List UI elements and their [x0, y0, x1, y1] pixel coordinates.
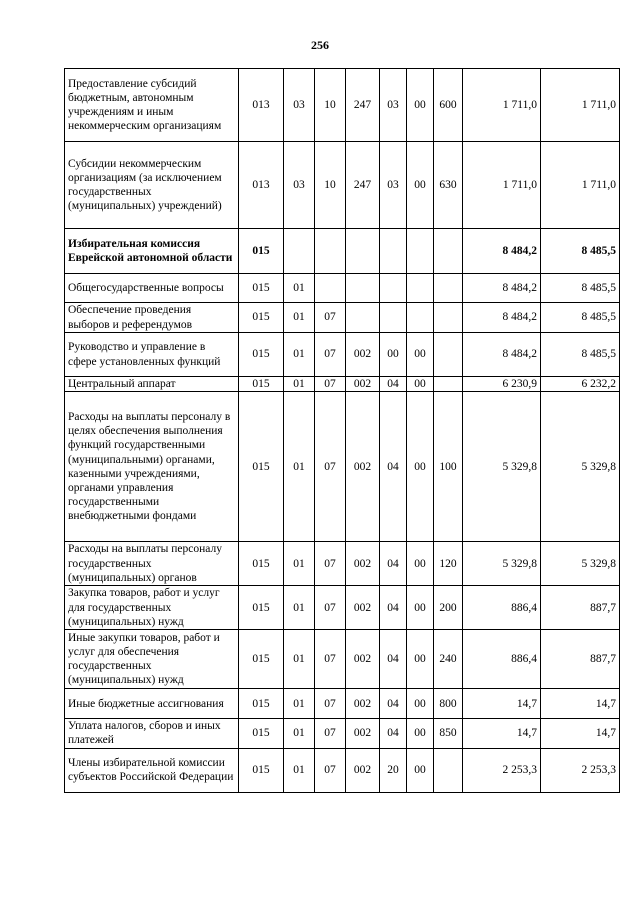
row-name: Руководство и управление в сфере установленных функций: [65, 333, 239, 377]
expense-type-code: [434, 274, 463, 303]
admin-code: 015: [239, 274, 284, 303]
row-name: Закупка товаров, работ и услуг для государственных (муниципальных) нужд: [65, 586, 239, 630]
target-article-part1: 002: [346, 719, 380, 748]
amount-year1: 5 329,8: [463, 392, 541, 542]
section-code: [284, 229, 315, 274]
target-article-part3: 00: [407, 142, 434, 229]
target-article-part2: 03: [380, 142, 407, 229]
admin-code: 015: [239, 689, 284, 719]
admin-code: 013: [239, 142, 284, 229]
subsection-code: 07: [315, 392, 346, 542]
row-name: Общегосударственные вопросы: [65, 274, 239, 303]
amount-year2: 1 711,0: [541, 69, 620, 142]
target-article-part2: 04: [380, 719, 407, 748]
target-article-part2: 00: [380, 333, 407, 377]
admin-code: 015: [239, 333, 284, 377]
section-code: 01: [284, 689, 315, 719]
amount-year2: 8 485,5: [541, 303, 620, 333]
expense-type-code: 600: [434, 69, 463, 142]
target-article-part1: 247: [346, 69, 380, 142]
expense-type-code: 200: [434, 586, 463, 630]
expense-type-code: [434, 229, 463, 274]
target-article-part1: [346, 229, 380, 274]
amount-year1: 2 253,3: [463, 748, 541, 792]
amount-year2: 8 485,5: [541, 333, 620, 377]
section-code: 01: [284, 392, 315, 542]
target-article-part3: 00: [407, 719, 434, 748]
target-article-part2: [380, 229, 407, 274]
page-number: 256: [311, 38, 329, 52]
admin-code: 015: [239, 542, 284, 586]
target-article-part3: 00: [407, 586, 434, 630]
target-article-part1: 002: [346, 392, 380, 542]
admin-code: 015: [239, 748, 284, 792]
admin-code: 015: [239, 586, 284, 630]
amount-year1: 8 484,2: [463, 274, 541, 303]
amount-year2: 14,7: [541, 719, 620, 748]
row-name: Члены избирательной комиссии субъектов Российской Федерации: [65, 748, 239, 792]
target-article-part1: 247: [346, 142, 380, 229]
table-row: [65, 719, 620, 748]
target-article-part3: 00: [407, 748, 434, 792]
amount-year2: 1 711,0: [541, 142, 620, 229]
amount-year2: 2 253,3: [541, 748, 620, 792]
admin-code: 015: [239, 303, 284, 333]
section-code: 03: [284, 142, 315, 229]
target-article-part3: 00: [407, 630, 434, 689]
amount-year2: 6 232,2: [541, 377, 620, 392]
table-row: [65, 69, 620, 142]
subsection-code: 07: [315, 333, 346, 377]
target-article-part2: 04: [380, 689, 407, 719]
table-row: [65, 542, 620, 586]
table-row: [65, 377, 620, 392]
expense-type-code: 100: [434, 392, 463, 542]
target-article-part1: [346, 303, 380, 333]
subsection-code: 07: [315, 586, 346, 630]
section-code: 01: [284, 303, 315, 333]
target-article-part2: 03: [380, 69, 407, 142]
amount-year2: 887,7: [541, 586, 620, 630]
amount-year1: 886,4: [463, 586, 541, 630]
target-article-part2: 04: [380, 586, 407, 630]
expense-type-code: 630: [434, 142, 463, 229]
target-article-part3: 00: [407, 333, 434, 377]
admin-code: 015: [239, 719, 284, 748]
budget-table: [64, 68, 620, 793]
section-code: 01: [284, 377, 315, 392]
admin-code: 015: [239, 229, 284, 274]
subsection-code: 07: [315, 542, 346, 586]
target-article-part1: 002: [346, 689, 380, 719]
section-code: 01: [284, 333, 315, 377]
amount-year1: 886,4: [463, 630, 541, 689]
section-code: 01: [284, 630, 315, 689]
expense-type-code: [434, 748, 463, 792]
table-row: [65, 229, 620, 274]
amount-year1: 1 711,0: [463, 142, 541, 229]
amount-year2: 5 329,8: [541, 392, 620, 542]
amount-year1: 14,7: [463, 719, 541, 748]
admin-code: 015: [239, 377, 284, 392]
admin-code: 015: [239, 630, 284, 689]
target-article-part3: 00: [407, 392, 434, 542]
expense-type-code: [434, 333, 463, 377]
subsection-code: 07: [315, 689, 346, 719]
target-article-part3: [407, 274, 434, 303]
expense-type-code: 120: [434, 542, 463, 586]
target-article-part2: 04: [380, 392, 407, 542]
subsection-code: 10: [315, 142, 346, 229]
target-article-part2: 20: [380, 748, 407, 792]
target-article-part2: [380, 274, 407, 303]
table-row: [65, 274, 620, 303]
target-article-part2: [380, 303, 407, 333]
subsection-code: [315, 274, 346, 303]
target-article-part2: 04: [380, 377, 407, 392]
target-article-part1: 002: [346, 542, 380, 586]
row-name: Иные бюджетные ассигнования: [65, 689, 239, 719]
target-article-part1: 002: [346, 748, 380, 792]
target-article-part1: [346, 274, 380, 303]
target-article-part1: 002: [346, 586, 380, 630]
expense-type-code: [434, 303, 463, 333]
admin-code: 013: [239, 69, 284, 142]
amount-year2: 14,7: [541, 689, 620, 719]
section-code: 01: [284, 274, 315, 303]
amount-year1: 6 230,9: [463, 377, 541, 392]
row-name: Центральный аппарат: [65, 377, 239, 392]
target-article-part3: [407, 303, 434, 333]
target-article-part3: 00: [407, 542, 434, 586]
row-name: Иные закупки товаров, работ и услуг для обеспечения государственных (муниципальных) нужд: [65, 630, 239, 689]
admin-code: 015: [239, 392, 284, 542]
table-row: [65, 586, 620, 630]
target-article-part2: 04: [380, 542, 407, 586]
table-row: [65, 392, 620, 542]
section-code: 03: [284, 69, 315, 142]
target-article-part2: 04: [380, 630, 407, 689]
subsection-code: 07: [315, 630, 346, 689]
target-article-part3: [407, 229, 434, 274]
target-article-part3: 00: [407, 377, 434, 392]
row-name: Расходы на выплаты персоналу государственных (муниципальных) органов: [65, 542, 239, 586]
subsection-code: 07: [315, 719, 346, 748]
expense-type-code: [434, 377, 463, 392]
amount-year1: 8 484,2: [463, 229, 541, 274]
target-article-part3: 00: [407, 69, 434, 142]
row-name: Предоставление субсидий бюджетным, автономным учреждениям и иным некоммерческим организациям: [65, 69, 239, 142]
subsection-code: 07: [315, 748, 346, 792]
subsection-code: 07: [315, 303, 346, 333]
expense-type-code: 240: [434, 630, 463, 689]
table-row: [65, 748, 620, 792]
table-row: [65, 303, 620, 333]
amount-year1: 8 484,2: [463, 303, 541, 333]
table-row: [65, 630, 620, 689]
table-row: [65, 333, 620, 377]
section-code: 01: [284, 719, 315, 748]
table-row: [65, 142, 620, 229]
expense-type-code: 850: [434, 719, 463, 748]
section-code: 01: [284, 542, 315, 586]
row-name: Уплата налогов, сборов и иных платежей: [65, 719, 239, 748]
target-article-part1: 002: [346, 333, 380, 377]
budget-table-body: [65, 69, 620, 793]
expense-type-code: 800: [434, 689, 463, 719]
row-name: Обеспечение проведения выборов и референдумов: [65, 303, 239, 333]
row-name: Избирательная комиссия Еврейской автономной области: [65, 229, 239, 274]
table-row: [65, 689, 620, 719]
amount-year1: 1 711,0: [463, 69, 541, 142]
amount-year1: 14,7: [463, 689, 541, 719]
subsection-code: 07: [315, 377, 346, 392]
target-article-part1: 002: [346, 630, 380, 689]
subsection-code: [315, 229, 346, 274]
amount-year2: 5 329,8: [541, 542, 620, 586]
target-article-part3: 00: [407, 689, 434, 719]
row-name: Расходы на выплаты персоналу в целях обеспечения выполнения функций государственными (муниципальными) органами, казенными учреждениями, органами управления государственными внебюджетными фондами: [65, 392, 239, 542]
section-code: 01: [284, 748, 315, 792]
section-code: 01: [284, 586, 315, 630]
amount-year1: 8 484,2: [463, 333, 541, 377]
amount-year2: 887,7: [541, 630, 620, 689]
row-name: Субсидии некоммерческим организациям (за исключением государственных (муниципальных) учреждений): [65, 142, 239, 229]
target-article-part1: 002: [346, 377, 380, 392]
amount-year2: 8 485,5: [541, 274, 620, 303]
amount-year1: 5 329,8: [463, 542, 541, 586]
subsection-code: 10: [315, 69, 346, 142]
amount-year2: 8 485,5: [541, 229, 620, 274]
